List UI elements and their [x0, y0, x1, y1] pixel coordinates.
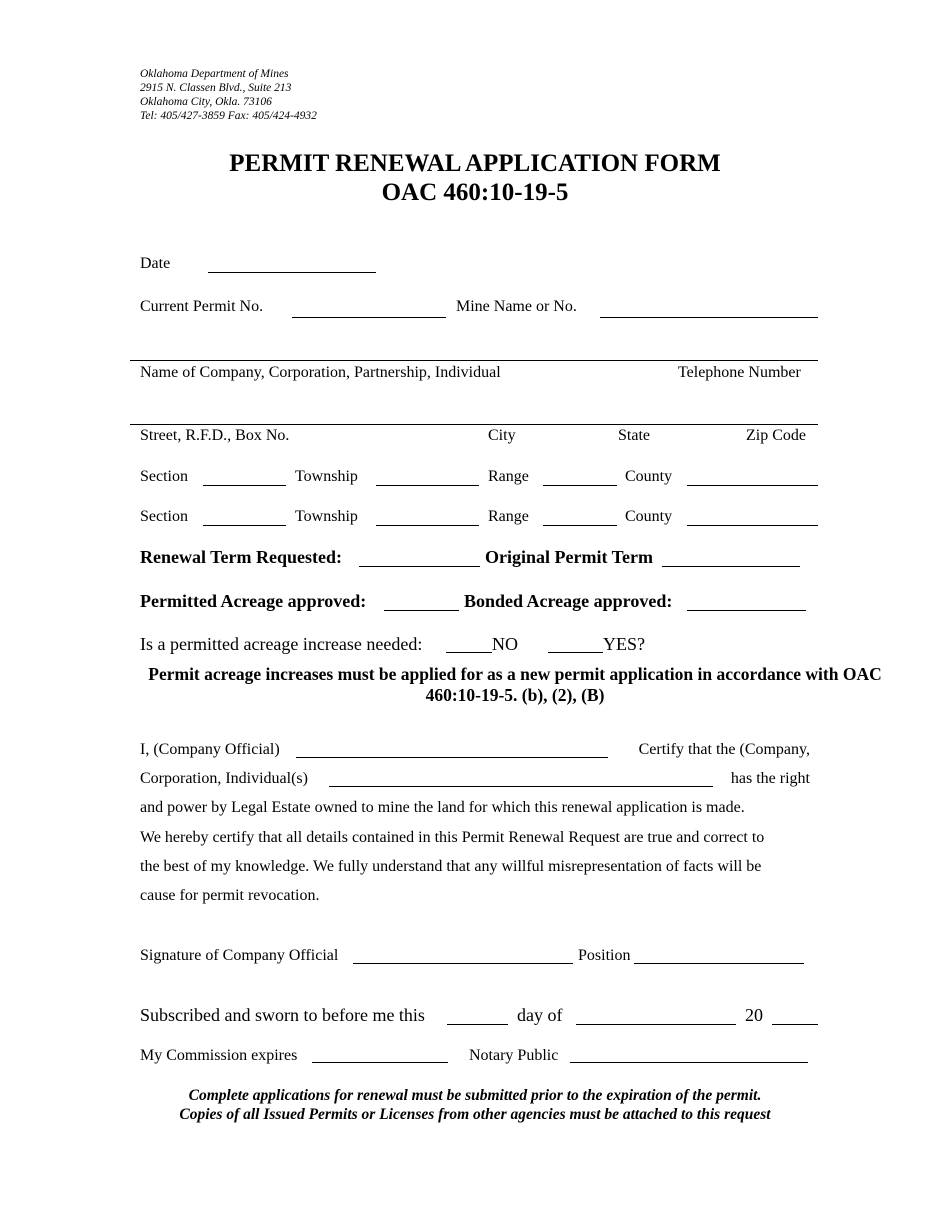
county-label: County	[625, 508, 673, 525]
footer-line-2: Copies of all Issued Permits or Licenses from other agencies must be attached to this request	[179, 1106, 771, 1123]
cert-line-6: cause for permit revocation.	[140, 887, 320, 904]
company-official-label: I, (Company Official)	[140, 741, 280, 758]
acreage-notice: Permit acreage increases must be applied for as a new permit application in accordance with OAC 460:10-19-5. (b), (2), (B)	[148, 664, 882, 705]
year-prefix-label: 20	[745, 1005, 763, 1025]
yes-label: YES?	[603, 634, 645, 654]
original-term-label: Original Permit Term	[485, 547, 653, 567]
bonded-acreage-field[interactable]	[687, 610, 806, 611]
city-label: City	[488, 427, 516, 444]
company-name-label: Name of Company, Corporation, Partnership, Individual	[140, 364, 501, 381]
signature-field[interactable]	[353, 963, 573, 964]
subscribed-label: Subscribed and sworn to before me this	[140, 1005, 425, 1025]
cert-line-3: and power by Legal Estate owned to mine the land for which this renewal application is made.	[140, 799, 745, 816]
section-field[interactable]	[203, 525, 286, 526]
form-title: PERMIT RENEWAL APPLICATION FORM	[229, 150, 721, 177]
county-field[interactable]	[687, 485, 818, 486]
telephone-label: Telephone Number	[678, 364, 801, 381]
mine-name-field[interactable]	[600, 317, 818, 318]
day-field[interactable]	[447, 1024, 508, 1025]
agency-address-line1: 2915 N. Classen Blvd., Suite 213	[140, 82, 292, 94]
corporation-individual-field[interactable]	[329, 786, 713, 787]
agency-phone-fax: Tel: 405/427-3859 Fax: 405/424-4932	[140, 110, 317, 122]
zip-label: Zip Code	[746, 427, 806, 444]
bonded-acreage-label: Bonded Acreage approved:	[464, 591, 673, 611]
no-label: NO	[492, 634, 518, 654]
current-permit-label: Current Permit No.	[140, 298, 264, 315]
position-field[interactable]	[634, 963, 804, 964]
form-subtitle: OAC 460:10-19-5	[381, 179, 569, 206]
signature-label: Signature of Company Official	[140, 947, 339, 964]
notary-public-field[interactable]	[570, 1062, 808, 1063]
township-field[interactable]	[376, 485, 479, 486]
month-field[interactable]	[576, 1024, 736, 1025]
renewal-term-field[interactable]	[359, 566, 480, 567]
year-field[interactable]	[772, 1024, 818, 1025]
cert-line-5: the best of my knowledge. We fully understand that any willful misrepresentation of facts will be	[140, 858, 762, 875]
county-label: County	[625, 468, 673, 485]
acreage-increase-question: Is a permitted acreage increase needed:	[140, 634, 423, 654]
agency-header	[140, 67, 317, 123]
range-field[interactable]	[543, 485, 617, 486]
township-label: Township	[295, 468, 358, 485]
day-of-label: day of	[517, 1005, 563, 1025]
date-label: Date	[140, 255, 171, 272]
cert-line-4: We hereby certify that all details contained in this Permit Renewal Request are true and correct to	[140, 829, 765, 846]
footer-line-1: Complete applications for renewal must be submitted prior to the expiration of the permit.	[188, 1087, 762, 1104]
permitted-acreage-label: Permitted Acreage approved:	[140, 591, 367, 611]
yes-field[interactable]	[548, 652, 603, 653]
agency-address-line2: Oklahoma City, Okla. 73106	[140, 96, 272, 108]
county-field[interactable]	[687, 525, 818, 526]
notary-public-label: Notary Public	[469, 1047, 559, 1064]
has-right-label: has the right	[730, 770, 810, 787]
township-label: Township	[295, 508, 358, 525]
current-permit-field[interactable]	[292, 317, 446, 318]
address-field[interactable]	[130, 424, 818, 425]
section-label: Section	[140, 468, 188, 485]
company-name-field[interactable]	[130, 360, 818, 361]
range-label: Range	[488, 508, 529, 525]
renewal-term-label: Renewal Term Requested:	[140, 547, 342, 567]
certify-company-label: Certify that the (Company,	[638, 741, 810, 758]
position-label: Position	[578, 947, 631, 964]
agency-name: Oklahoma Department of Mines	[140, 68, 289, 80]
section-label: Section	[140, 508, 188, 525]
original-term-field[interactable]	[662, 566, 800, 567]
mine-name-label: Mine Name or No.	[456, 298, 577, 315]
range-label: Range	[488, 468, 529, 485]
commission-expires-field[interactable]	[312, 1062, 448, 1063]
street-label: Street, R.F.D., Box No.	[140, 427, 290, 444]
no-field[interactable]	[446, 652, 492, 653]
permitted-acreage-field[interactable]	[384, 610, 459, 611]
range-field[interactable]	[543, 525, 617, 526]
township-field[interactable]	[376, 525, 479, 526]
company-official-field[interactable]	[296, 757, 608, 758]
corporation-individual-label: Corporation, Individual(s)	[140, 770, 308, 787]
section-field[interactable]	[203, 485, 286, 486]
state-label: State	[618, 427, 650, 444]
date-field[interactable]	[208, 272, 376, 273]
commission-expires-label: My Commission expires	[140, 1047, 298, 1064]
